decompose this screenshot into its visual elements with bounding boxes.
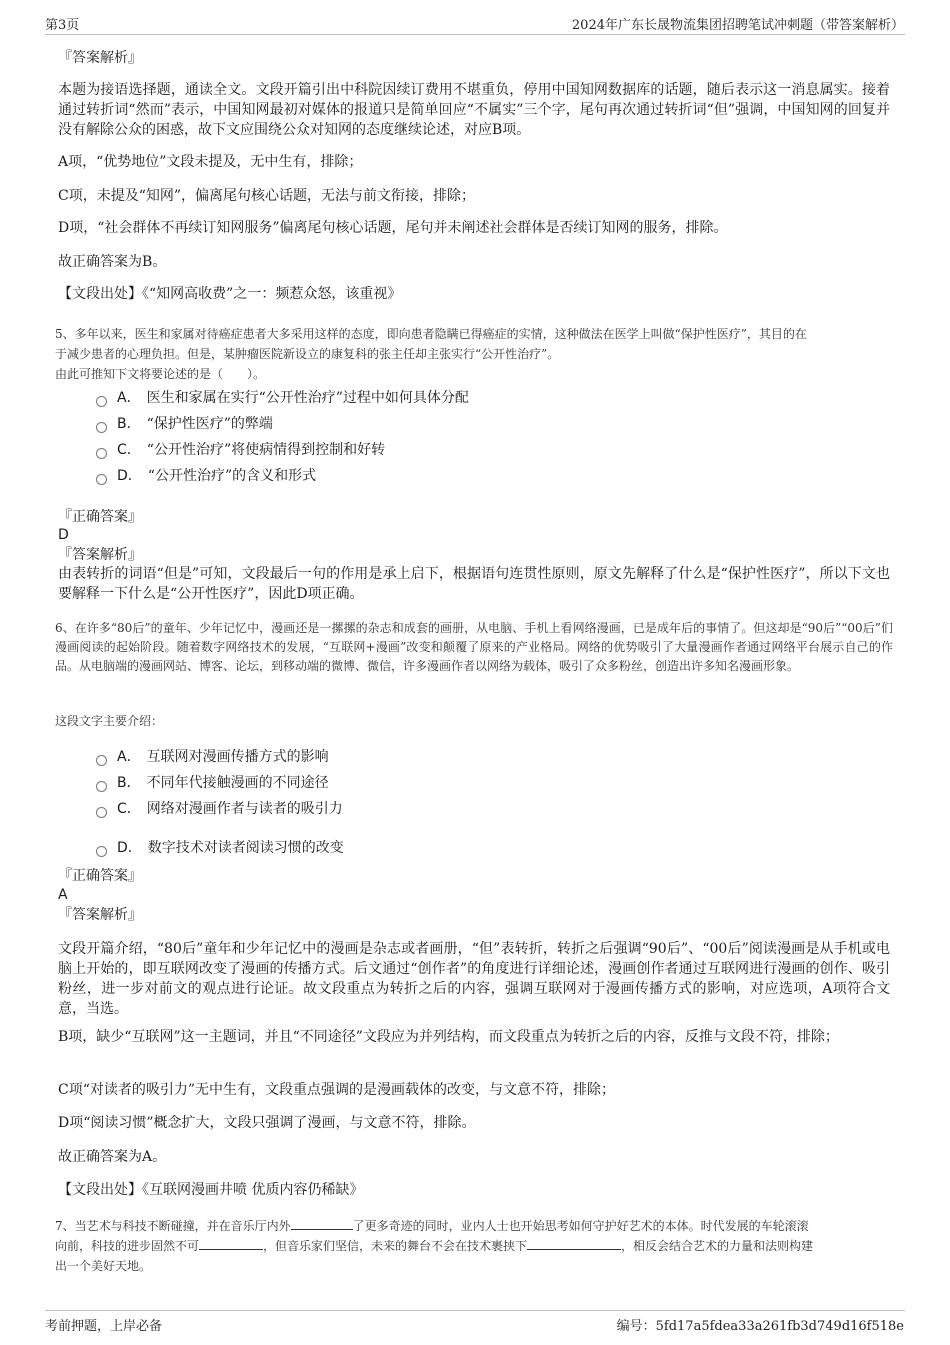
- q5-stem-line1: 5、多年以来，医生和家属对待癌症患者大多采用这样的态度，即向患者隐瞒已得癌症的实情，这种做法在医学上叫做“保护性医疗”，其目的在: [55, 327, 807, 341]
- radio-button[interactable]: [96, 807, 107, 818]
- option-text: “公开性治疗”将使病情得到控制和好转: [146, 442, 386, 458]
- document-code: 编号：5fd17a5fdea33a261fb3d749d16f518e: [616, 1319, 904, 1334]
- q5-option-b[interactable]: [96, 415, 273, 433]
- option-text: 医生和家属在实行“公开性治疗”过程中如何具体分配: [146, 390, 469, 406]
- radio-button[interactable]: [96, 422, 107, 433]
- q4-option-d-analysis: D项，“社会群体不再续订知网服务”偏离尾句核心话题，尾句并未阐述社会群体是否续订知网的服务，排除。: [58, 220, 728, 236]
- q4-option-c-analysis: C项，未提及“知网”，偏离尾句核心话题，无法与前文衔接，排除；: [58, 188, 476, 204]
- q5-option-c[interactable]: [96, 441, 385, 459]
- header-divider: [45, 34, 905, 35]
- q6-analysis-paragraph: 文段开篇介绍，“80后”童年和少年记忆中的漫画是杂志或者画册，“但”表转折，转折之后强调“90后”、“00后”阅读漫画是从手机或电脑上开始的，即互联网改变了漫画的传播方式。后文通过“创作者”的角度进行详细论述，漫画创作者通过互联网进行漫画的创作、吸引粉丝，进一步对前文的观点进行论证。故文段重点为转折之后的内容，强调互联网对于漫画传播方式的影响，对应选项，A项符合文意，当选。: [58, 941, 890, 1017]
- q5-answer: D: [58, 527, 69, 543]
- footer-divider: [45, 1310, 905, 1311]
- q4-source: 【文段出处】《“知网高收费”之一：频惹众怒，该重视》: [58, 286, 402, 302]
- option-text: “保护性医疗”的弊端: [146, 416, 273, 432]
- q5-answer-label: 『正确答案』: [58, 509, 142, 525]
- option-letter: B．: [117, 775, 141, 791]
- q4-conclusion: 故正确答案为B。: [58, 254, 167, 270]
- radio-button[interactable]: [96, 396, 107, 407]
- q4-option-a-analysis: A项，“优势地位”文段未提及，无中生有，排除；: [58, 154, 363, 170]
- q7-text-part6: 出一个美好天地。: [55, 1259, 152, 1273]
- q7-text-part1: 7、当艺术与科技不断碰撞，并在音乐厅内外: [55, 1219, 291, 1233]
- q6-option-b-analysis: B项，缺少“互联网”这一主题词，并且“不同途径”文段应为并列结构，而文段重点为转折之后的内容，反推与文段不符，排除；: [58, 1029, 839, 1045]
- q6-option-c[interactable]: [96, 800, 343, 818]
- footer-slogan: 考前押题，上岸必备: [45, 1319, 163, 1334]
- q7-text-part5: ，相反会结合艺术的力量和法则构建: [621, 1239, 814, 1253]
- q5-stem-line2: 于减少患者的心理负担。但是，某肿瘤医院新设立的康复科的张主任却主张实行“公开性治疗”。: [55, 347, 560, 361]
- option-letter: D．: [117, 468, 142, 484]
- q5-analysis: 由表转折的词语“但是”可知，文段最后一句的作用是承上启下，根据语句连贯性原则，原文先解释了什么是“保护性医疗”，所以下文也要解释一下什么是“公开性医疗”，因此D项正确。: [58, 566, 890, 602]
- option-text: “公开性治疗”的含义和形式: [147, 468, 317, 484]
- q4-analysis-label: 『答案解析』: [58, 50, 142, 66]
- option-text: 不同年代接触漫画的不同途径: [146, 775, 329, 791]
- q4-analysis-paragraph: 本题为接语选择题，通读全文。文段开篇引出中科院因续订费用不堪重负，停用中国知网数据库的话题，随后表示这一消息属实。接着通过转折词“然而”表示，中国知网最初对媒体的报道只是简单回应“不属实”三个字，尾句再次通过转折词“但”强调，中国知网的回复并没有解除公众的困惑，故下文应围绕公众对知网的态度继续论述，对应B项。: [58, 82, 890, 138]
- radio-button[interactable]: [96, 846, 107, 857]
- q6-option-a[interactable]: [96, 748, 329, 766]
- option-letter: B．: [117, 416, 141, 432]
- q6-stem: 6、在许多“80后”的童年、少年记忆中，漫画还是一摞摞的杂志和成套的画册，从电脑、手机上看网络漫画，已是成年后的事情了。但这却是“90后”“00后”们漫画阅读的起始阶段。随着数字网络技术的发展，“互联网+漫画”改变和颠覆了原来的产业格局。网络的优势吸引了大量漫画作者通过网络平台展示自己的作品。从电脑端的漫画网站、博客、论坛，到移动端的微博、微信，许多漫画作者以网络为载体，吸引了众多粉丝，创造出许多知名漫画形象。: [55, 621, 893, 673]
- q6-option-d[interactable]: [96, 839, 344, 857]
- option-letter: C．: [117, 801, 141, 817]
- q7-blank-1[interactable]: [291, 1217, 353, 1230]
- option-text: 数字技术对读者阅读习惯的改变: [147, 840, 344, 856]
- q6-option-d-analysis: D项“阅读习惯”概念扩大，文段只强调了漫画，与文意不符，排除。: [58, 1115, 476, 1131]
- option-letter: A．: [117, 390, 141, 406]
- q6-option-c-analysis: C项“对读者的吸引力”无中生有，文段重点强调的是漫画载体的改变，与文意不符，排除；: [58, 1082, 616, 1098]
- q7-blank-2[interactable]: [199, 1237, 263, 1250]
- q7-blank-3[interactable]: [527, 1237, 621, 1250]
- q5-analysis-label: 『答案解析』: [58, 547, 142, 563]
- q5-prompt: 由此可推知下文将要论述的是（ ）。: [55, 367, 266, 381]
- q6-answer: A: [58, 887, 68, 903]
- q6-analysis-label: 『答案解析』: [58, 907, 142, 923]
- q5-option-a[interactable]: [96, 389, 469, 407]
- radio-button[interactable]: [96, 474, 107, 485]
- option-letter: D．: [117, 840, 142, 856]
- page-number: 第3页: [45, 18, 80, 33]
- option-text: 互联网对漫画传播方式的影响: [146, 749, 329, 765]
- q6-prompt: 这段文字主要介绍：: [55, 714, 164, 728]
- radio-button[interactable]: [96, 781, 107, 792]
- q6-answer-label: 『正确答案』: [58, 868, 142, 884]
- radio-button[interactable]: [96, 448, 107, 459]
- q7-stem: [55, 1216, 900, 1276]
- q7-text-part2: 了更多奇迹的同时，业内人士也开始思考如何守护好艺术的本体。时代发展的车轮滚滚: [352, 1219, 809, 1233]
- option-letter: C．: [117, 442, 141, 458]
- q6-conclusion: 故正确答案为A。: [58, 1149, 167, 1165]
- option-text: 网络对漫画作者与读者的吸引力: [146, 801, 343, 817]
- document-title: 2024年广东长晟物流集团招聘笔试冲刺题（带答案解析）: [571, 18, 904, 33]
- radio-button[interactable]: [96, 755, 107, 766]
- option-letter: A．: [117, 749, 141, 765]
- q7-text-part3: 向前，科技的进步固然不可: [55, 1239, 200, 1253]
- q6-source: 【文段出处】《互联网漫画井喷 优质内容仍稀缺》: [58, 1182, 364, 1198]
- q6-option-b[interactable]: [96, 774, 329, 792]
- q5-option-d[interactable]: [96, 467, 316, 485]
- q7-text-part4: ，但音乐家们坚信，未来的舞台不会在技术裹挟下: [263, 1239, 528, 1253]
